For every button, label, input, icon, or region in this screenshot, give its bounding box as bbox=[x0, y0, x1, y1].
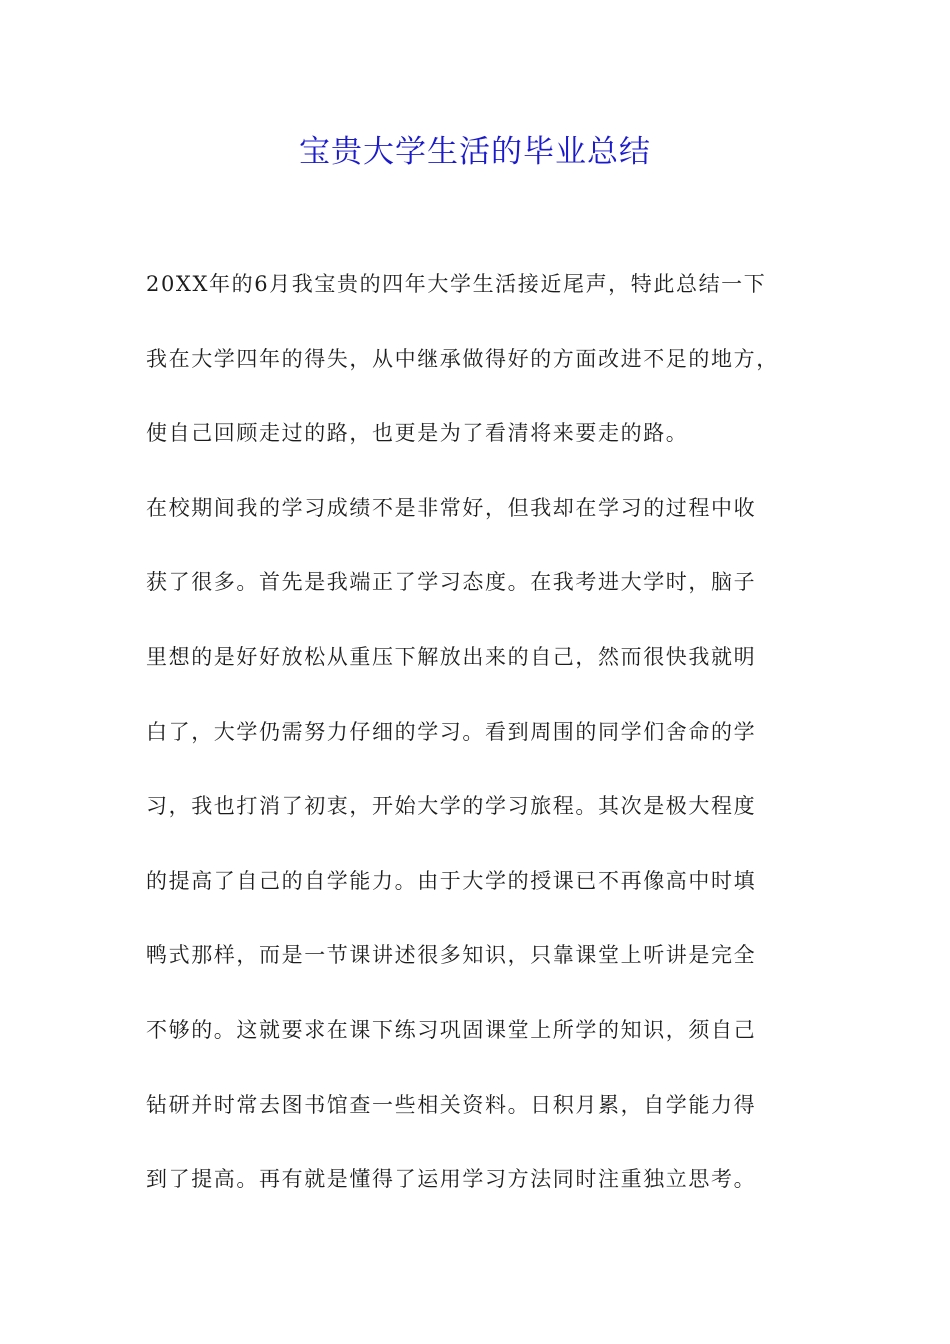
body-line: 白了，大学仍需努力仔细的学习。看到周围的同学们舍命的学 bbox=[146, 719, 757, 744]
body-line: 在校期间我的学习成绩不是非常好，但我却在学习的过程中收 bbox=[146, 495, 757, 520]
body-line: 获了很多。首先是我端正了学习态度。在我考进大学时，脑子 bbox=[146, 570, 757, 595]
document-title: 宝贵大学生活的毕业总结 bbox=[299, 134, 651, 170]
body-line: 20XX年的6月我宝贵的四年大学生活接近尾声，特此总结一下 bbox=[146, 272, 767, 296]
body-line: 习，我也打消了初衷，开始大学的学习旅程。其次是极大程度 bbox=[146, 794, 757, 819]
body-line: 不够的。这就要求在课下练习巩固课堂上所学的知识，须自己 bbox=[146, 1017, 757, 1042]
body-line: 的提高了自己的自学能力。由于大学的授课已不再像高中时填 bbox=[146, 868, 757, 893]
body-line: 使自己回顾走过的路，也更是为了看清将来要走的路。 bbox=[146, 421, 689, 446]
document-body bbox=[146, 262, 826, 1232]
body-line: 到了提高。再有就是懂得了运用学习方法同时注重独立思考。 bbox=[146, 1167, 757, 1192]
body-line: 钻研并时常去图书馆查一些相关资料。日积月累，自学能力得 bbox=[146, 1092, 757, 1117]
body-line: 里想的是好好放松从重压下解放出来的自己，然而很快我就明 bbox=[146, 644, 757, 669]
body-line: 我在大学四年的得失，从中继承做得好的方面改进不足的地方， bbox=[146, 346, 779, 371]
body-line: 鸭式那样，而是一节课讲述很多知识，只靠课堂上听讲是完全 bbox=[146, 943, 757, 968]
